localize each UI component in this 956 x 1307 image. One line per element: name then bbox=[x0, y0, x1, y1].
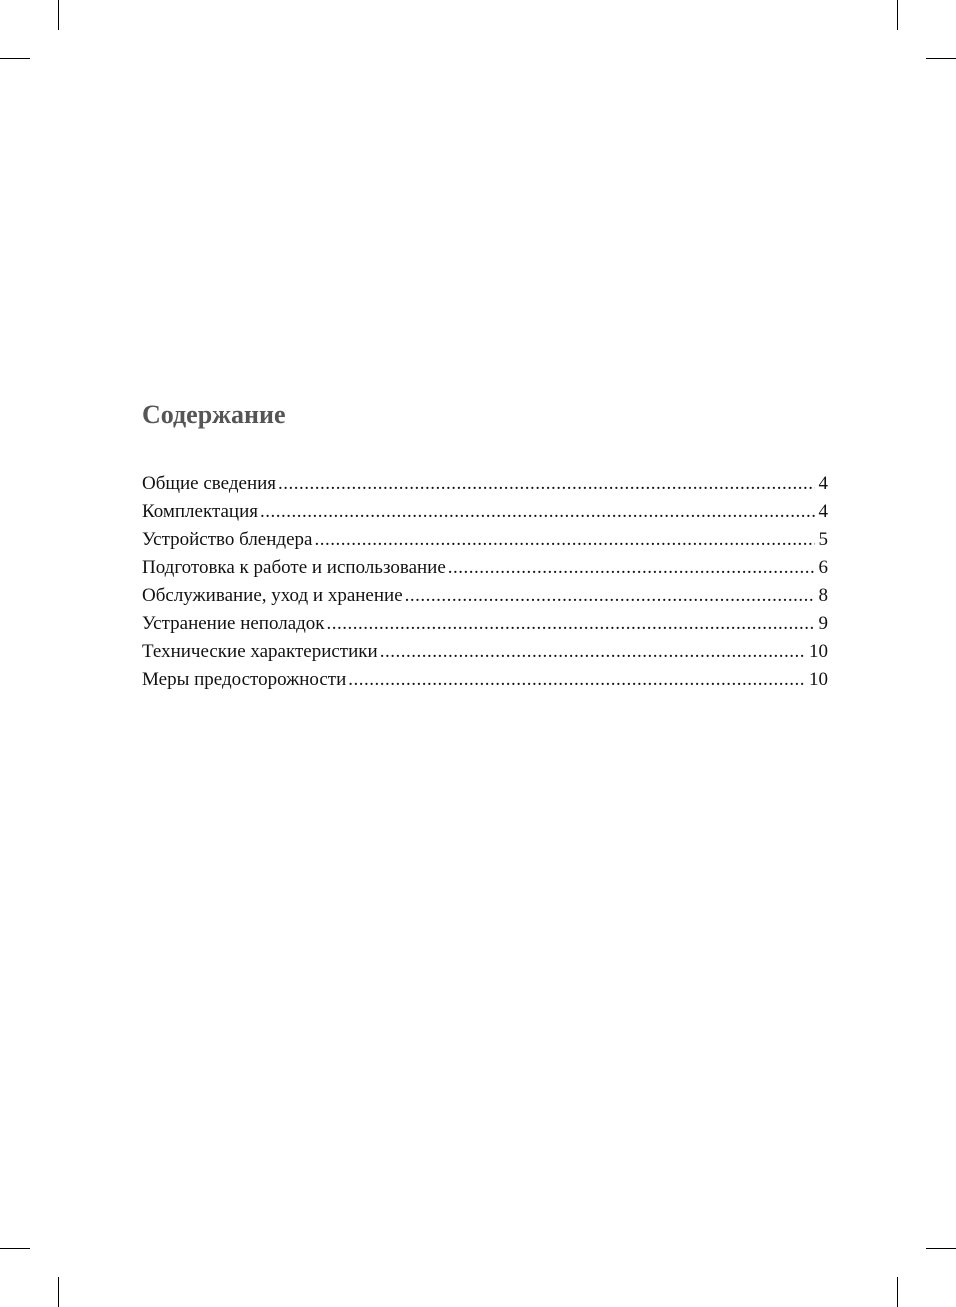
toc-leader-dots bbox=[314, 526, 814, 554]
toc-entry-label: Комплектация bbox=[142, 501, 258, 522]
toc-entry-page: 5 bbox=[818, 529, 828, 550]
toc-entry[interactable] bbox=[142, 554, 828, 582]
toc-entry-label: Обслуживание, уход и хранение bbox=[142, 585, 403, 606]
toc-entry[interactable] bbox=[142, 610, 828, 638]
toc-leader-dots bbox=[380, 638, 805, 666]
toc-entry-page: 8 bbox=[818, 585, 828, 606]
crop-mark-top-left-vertical bbox=[58, 0, 59, 30]
toc-title: Содержание bbox=[142, 400, 286, 429]
toc-entry-label: Подготовка к работе и использование bbox=[142, 557, 446, 578]
toc-entry-page: 10 bbox=[809, 669, 828, 690]
toc-leader-dots bbox=[327, 610, 815, 638]
toc-leader-dots bbox=[260, 498, 815, 526]
crop-mark-bottom-right-horizontal bbox=[926, 1248, 956, 1249]
table-of-contents bbox=[142, 398, 828, 694]
crop-mark-top-right-vertical bbox=[897, 0, 898, 30]
toc-leader-dots bbox=[348, 666, 805, 694]
toc-entry-label: Меры предосторожности bbox=[142, 669, 347, 690]
crop-mark-top-left-horizontal bbox=[0, 58, 30, 59]
toc-entry-page: 4 bbox=[818, 473, 828, 494]
toc-list bbox=[142, 470, 828, 694]
toc-entry-label: Устранение неполадок bbox=[142, 613, 325, 634]
toc-entry-label: Технические характеристики bbox=[142, 641, 378, 662]
toc-entry[interactable] bbox=[142, 498, 828, 526]
toc-leader-dots bbox=[448, 554, 815, 582]
toc-leader-dots bbox=[405, 582, 815, 610]
crop-mark-bottom-left-horizontal bbox=[0, 1248, 30, 1249]
crop-mark-bottom-right-vertical bbox=[897, 1277, 898, 1307]
toc-entry[interactable] bbox=[142, 526, 828, 554]
toc-entry[interactable] bbox=[142, 582, 828, 610]
toc-entry[interactable] bbox=[142, 638, 828, 666]
toc-entry-label: Общие сведения bbox=[142, 473, 277, 494]
crop-mark-top-right-horizontal bbox=[926, 58, 956, 59]
toc-entry-page: 10 bbox=[809, 641, 828, 662]
toc-entry[interactable] bbox=[142, 470, 828, 498]
toc-entry-label: Устройство блендера bbox=[142, 529, 313, 550]
toc-entry-page: 6 bbox=[818, 557, 828, 578]
toc-entry[interactable] bbox=[142, 666, 828, 694]
toc-entry-page: 9 bbox=[818, 613, 828, 634]
toc-entry-page: 4 bbox=[818, 501, 828, 522]
toc-leader-dots bbox=[278, 470, 814, 498]
crop-mark-bottom-left-vertical bbox=[58, 1277, 59, 1307]
